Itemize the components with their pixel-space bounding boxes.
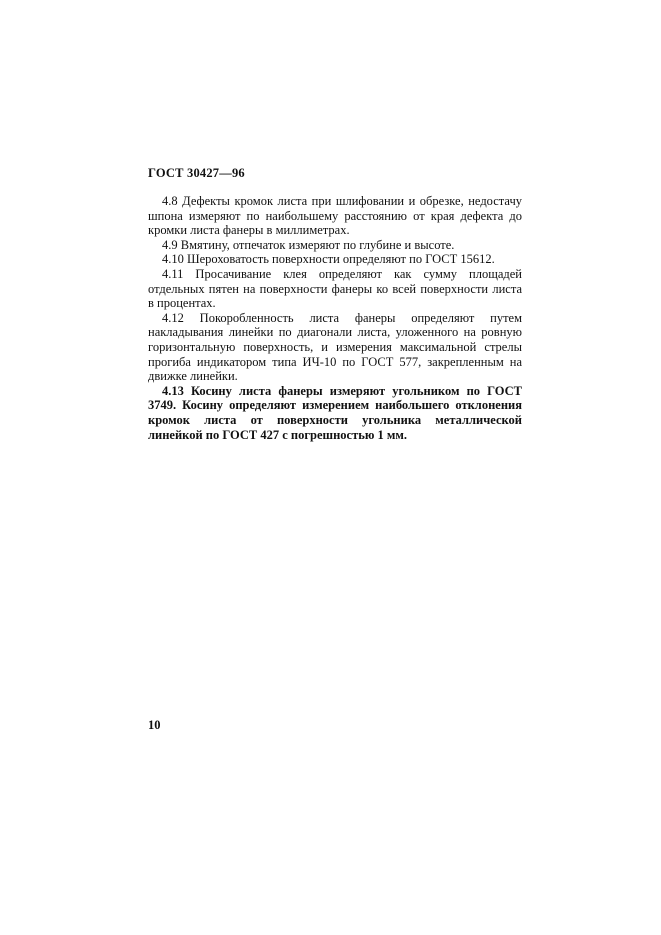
document-body — [148, 194, 522, 442]
paragraph-4-8: 4.8 Дефекты кромок листа при шлифовании и обрезке, недостачу шпона измеряют по наибольшему расстоянию от края дефекта до кромки листа фанеры в миллиметрах. — [148, 194, 522, 238]
paragraph-4-9: 4.9 Вмятину, отпечаток измеряют по глубине и высоте. — [162, 237, 455, 252]
paragraph-4-10: 4.10 Шероховатость поверхности определяют по ГОСТ 15612. — [162, 252, 495, 267]
page-number: 10 — [148, 718, 161, 732]
document-code-header: ГОСТ 30427—96 — [148, 166, 245, 180]
paragraph-4-12: 4.12 Покоробленность листа фанеры определяют путем накладывания линейки по диагонали листа, уложенного на ровную горизонтальную поверхность, и измерения максимальной стрелы прогиба индикатором типа ИЧ-10 по ГОСТ 577, закрепленным на движке линейки. — [148, 310, 522, 384]
paragraph-4-11: 4.11 Просачивание клея определяют как сумму площадей отдельных пятен на поверхности фанеры ко всей поверхности листа в процентах. — [148, 266, 522, 311]
paragraph-4-13: 4.13 Косину листа фанеры измеряют угольником по ГОСТ 3749. Косину определяют измерением наибольшего отклонения кромок листа от поверхности угольника металлической линейкой по ГОСТ 427 с погрешностью 1 мм. — [148, 383, 522, 442]
